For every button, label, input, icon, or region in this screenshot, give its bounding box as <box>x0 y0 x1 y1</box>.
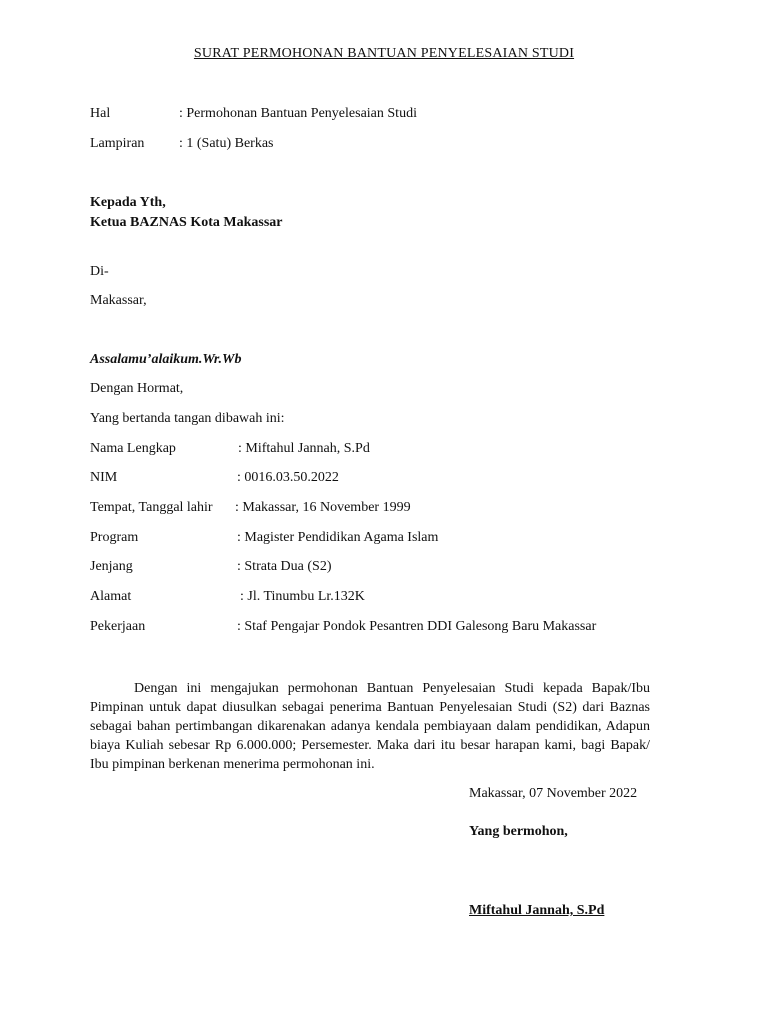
recipient-line1: Kepada Yth, <box>90 195 166 210</box>
hal-label: Hal <box>90 106 111 121</box>
identity-value-level: : Strata Dua (S2) <box>237 559 332 574</box>
identity-value-nim: : 0016.03.50.2022 <box>237 470 339 485</box>
identity-label-program: Program <box>90 530 139 545</box>
identity-value-job: : Staf Pengajar Pondok Pesantren DDI Galesong Baru Makassar <box>237 619 597 634</box>
greeting: Assalamu’alaikum.Wr.Wb <box>90 352 242 367</box>
identity-label-birth: Tempat, Tanggal lahir <box>90 500 213 515</box>
recipient-line2: Ketua BAZNAS Kota Makassar <box>90 215 283 230</box>
identity-label-address: Alamat <box>90 589 132 604</box>
identity-value-name: : Miftahul Jannah, S.Pd <box>238 441 370 456</box>
identity-label-level: Jenjang <box>90 559 133 574</box>
closing-line: Yang bermohon, <box>469 824 568 839</box>
identity-value-address: : Jl. Tinumbu Lr.132K <box>240 589 365 604</box>
letter-body-paragraph: Dengan ini mengajukan permohonan Bantuan Penyelesaian Studi kepada Bapak/Ibu Pimpinan untuk dapat diusulkan sebagai penerima Bantuan Penyelesaian Studi (S2) dari Baznas sebagai bahan pertimbangan dikarenakan adanya kendala pembiayaan dalam pendidikan, Adapun biaya Kuliah sebesar Rp 6.000.000; Persemester. Maka dari itu besar harapan kami, bagi Bapak/ Ibu pimpinan berkenan menerima permohonan ini. <box>90 681 650 772</box>
hal-value: : Permohonan Bantuan Penyelesaian Studi <box>179 106 417 121</box>
lampiran-label: Lampiran <box>90 136 145 151</box>
lampiran-value: : 1 (Satu) Berkas <box>179 136 274 151</box>
letter-title: SURAT PERMOHONAN BANTUAN PENYELESAIAN STUDI <box>193 46 575 61</box>
hormat-line: Dengan Hormat, <box>90 381 184 396</box>
place-date: Makassar, 07 November 2022 <box>469 786 638 801</box>
signer-name: Miftahul Jannah, S.Pd <box>469 903 605 918</box>
intro-line: Yang bertanda tangan dibawah ini: <box>90 411 285 426</box>
city-line: Makassar, <box>90 293 147 308</box>
identity-label-job: Pekerjaan <box>90 619 146 634</box>
di-line: Di- <box>90 264 109 279</box>
identity-value-birth: : Makassar, 16 November 1999 <box>235 500 411 515</box>
identity-label-name: Nama Lengkap <box>90 441 176 456</box>
identity-value-program: : Magister Pendidikan Agama Islam <box>237 530 439 545</box>
identity-label-nim: NIM <box>90 470 118 485</box>
